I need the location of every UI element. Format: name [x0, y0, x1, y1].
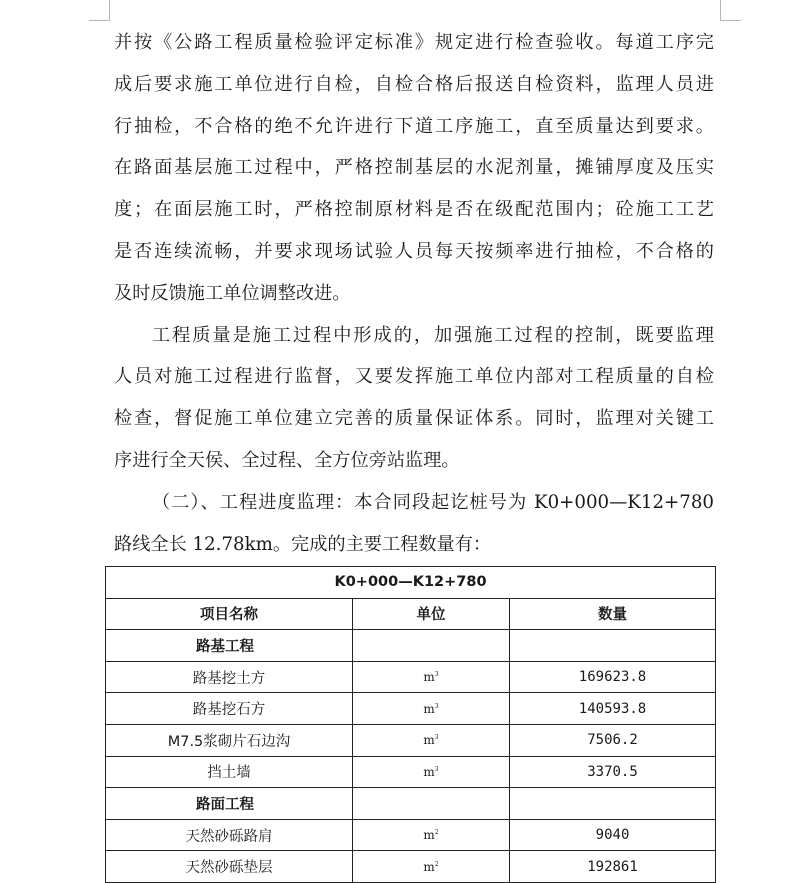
text-line: 行抽检，不合格的绝不允许进行下道工序施工，直至质量达到要求。	[114, 115, 714, 137]
item-name: 路基挖土方	[106, 661, 353, 693]
text-line: 并按《公路工程质量检验评定标准》规定进行检查验收。每道工序完	[114, 32, 714, 53]
table-group-row	[106, 630, 716, 662]
page-corner-mark-left	[89, 0, 110, 21]
item-unit: $m^3$	[353, 693, 510, 725]
item-unit: $m^3$	[353, 661, 510, 693]
text-line: 度；在面层施工时，严格控制原材料是否在级配范围内；砼施工工艺	[114, 199, 714, 221]
text-line: 工程质量是施工过程中形成的，加强施工过程的控制，既要监理	[152, 324, 714, 346]
table-cell-empty	[510, 788, 716, 820]
item-name: 挡土墙	[106, 756, 353, 788]
table-cell-empty	[510, 630, 716, 662]
item-quantity: 192861	[510, 851, 716, 883]
text-line: 在路面基层施工过程中，严格控制基层的水泥剂量，摊铺厚度及压实	[114, 157, 714, 179]
text-line: 路线全长 12.78km。完成的主要工程数量有：	[114, 533, 492, 555]
table-row	[106, 819, 716, 851]
group-label: 路基工程	[106, 630, 353, 662]
table-row	[106, 693, 716, 725]
group-label: 路面工程	[106, 788, 353, 820]
text-line: 人员对施工过程进行监督，又要发挥施工单位内部对工程质量的自检	[114, 366, 714, 388]
table-cell-empty	[353, 788, 510, 820]
item-quantity: 9040	[510, 819, 716, 851]
text-line: 序进行全天侯、全过程、全方位旁站监理。	[114, 449, 460, 471]
table-row	[106, 661, 716, 693]
document-body	[114, 22, 714, 565]
text-line: （二）、工程进度监理：本合同段起讫桩号为 K0+000—K12+780	[152, 491, 714, 513]
item-name: M7.5浆砌片石边沟	[106, 724, 353, 756]
page-corner-mark-right	[720, 0, 741, 21]
table-cell-empty	[353, 630, 510, 662]
item-name: 天然砂砾垫层	[106, 851, 353, 883]
table-row	[106, 724, 716, 756]
table-row	[106, 756, 716, 788]
text-line: 是否连续流畅，并要求现场试验人员每天按频率进行抽检，不合格的	[114, 240, 714, 262]
item-unit: $m^2$	[353, 819, 510, 851]
table-title-row	[106, 567, 716, 599]
table-group-row	[106, 788, 716, 820]
header-name: 项目名称	[106, 598, 353, 630]
item-quantity: 140593.8	[510, 693, 716, 725]
item-name: 路基挖石方	[106, 693, 353, 725]
header-quantity: 数量	[510, 598, 716, 630]
header-unit: 单位	[353, 598, 510, 630]
text-line: 及时反馈施工单位调整改进。	[114, 282, 351, 304]
text-line: 成后要求施工单位进行自检，自检合格后报送自检资料，监理人员进	[114, 73, 714, 95]
quantity-table	[105, 566, 716, 883]
table-header-row	[106, 598, 716, 630]
text-line: 检查，督促施工单位建立完善的质量保证体系。同时，监理对关键工	[114, 408, 714, 430]
table-row	[106, 851, 716, 883]
item-quantity: 3370.5	[510, 756, 716, 788]
item-quantity: 7506.2	[510, 724, 716, 756]
item-unit: $m^3$	[353, 756, 510, 788]
item-unit: $m^3$	[353, 724, 510, 756]
item-unit: $m^2$	[353, 851, 510, 883]
item-name: 天然砂砾路肩	[106, 819, 353, 851]
item-quantity: 169623.8	[510, 661, 716, 693]
table-title: K0+000—K12+780	[106, 567, 716, 599]
